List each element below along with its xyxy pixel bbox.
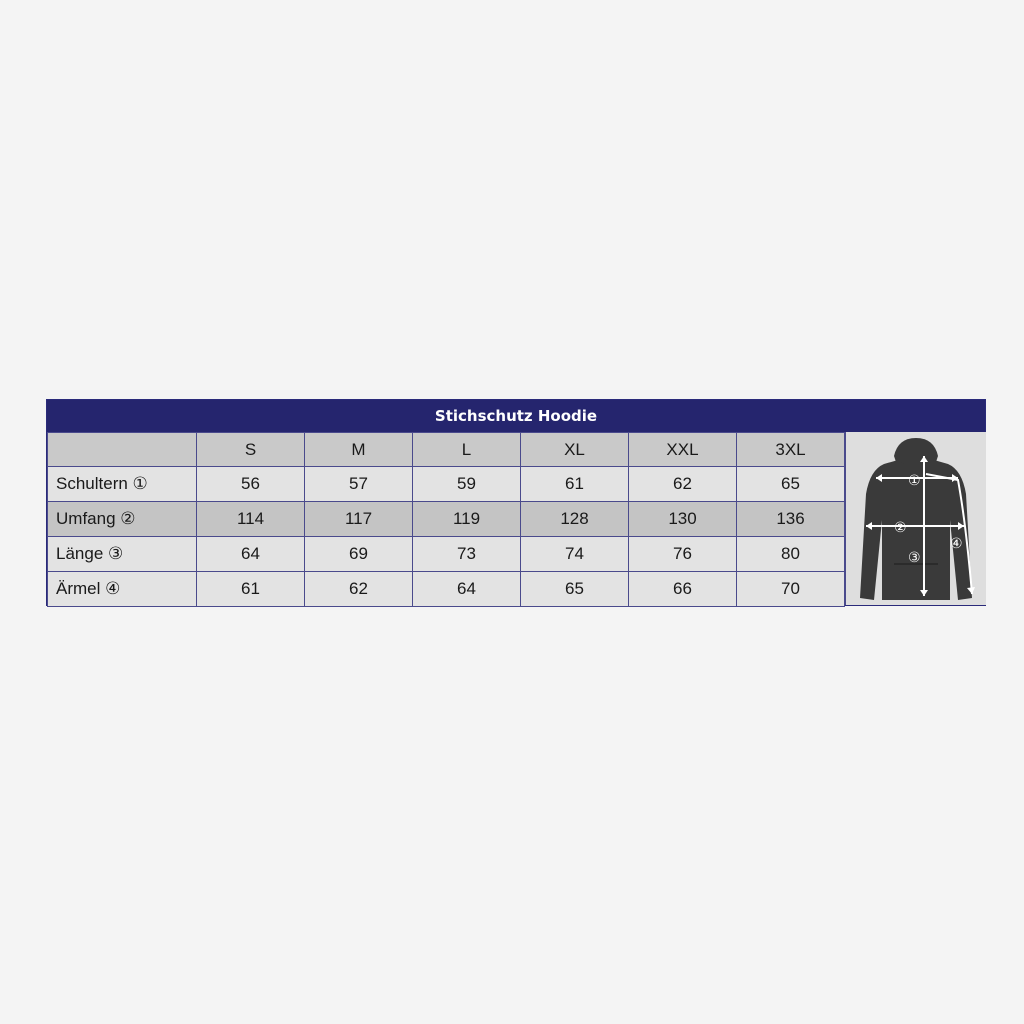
- row-label: Umfang ②: [48, 502, 197, 537]
- marker-4: ④: [950, 535, 963, 552]
- header-cell-m: M: [305, 433, 413, 467]
- header-cell-xxl: XXL: [629, 433, 737, 467]
- table-cell: 57: [305, 467, 413, 502]
- table-row: [48, 537, 845, 572]
- table-cell: 56: [197, 467, 305, 502]
- table-cell: 73: [413, 537, 521, 572]
- table-row: [48, 502, 845, 537]
- table-cell: 59: [413, 467, 521, 502]
- table-cell: 74: [521, 537, 629, 572]
- header-cell-s: S: [197, 433, 305, 467]
- table-cell: 80: [737, 537, 845, 572]
- table-cell: 66: [629, 572, 737, 607]
- size-chart: [46, 399, 986, 606]
- table-cell: 70: [737, 572, 845, 607]
- table-cell: 65: [521, 572, 629, 607]
- marker-2: ②: [894, 519, 907, 536]
- chart-title: Stichschutz Hoodie: [47, 400, 985, 432]
- header-cell-3xl: 3XL: [737, 433, 845, 467]
- table-cell: 117: [305, 502, 413, 537]
- table-cell: 64: [197, 537, 305, 572]
- table-row: [48, 572, 845, 607]
- table-cell: 62: [629, 467, 737, 502]
- table-cell: 128: [521, 502, 629, 537]
- size-table: [47, 432, 845, 607]
- header-cell-l: L: [413, 433, 521, 467]
- table-cell: 64: [413, 572, 521, 607]
- table-cell: 76: [629, 537, 737, 572]
- row-label: Schultern ①: [48, 467, 197, 502]
- table-cell: 119: [413, 502, 521, 537]
- chart-body: [47, 432, 985, 605]
- header-cell-xl: XL: [521, 433, 629, 467]
- row-label: Länge ③: [48, 537, 197, 572]
- hoodie-diagram: [845, 432, 986, 605]
- marker-3: ③: [908, 549, 921, 566]
- table-cell: 61: [197, 572, 305, 607]
- table-cell: 69: [305, 537, 413, 572]
- row-label: Ärmel ④: [48, 572, 197, 607]
- table-cell: 65: [737, 467, 845, 502]
- table-cell: 130: [629, 502, 737, 537]
- table-cell: 136: [737, 502, 845, 537]
- table-cell: 62: [305, 572, 413, 607]
- header-cell-empty: [48, 433, 197, 467]
- marker-1: ①: [908, 472, 921, 489]
- table-header-row: [48, 433, 845, 467]
- table-cell: 61: [521, 467, 629, 502]
- hoodie-icon: [846, 434, 986, 604]
- table-cell: 114: [197, 502, 305, 537]
- table-row: [48, 467, 845, 502]
